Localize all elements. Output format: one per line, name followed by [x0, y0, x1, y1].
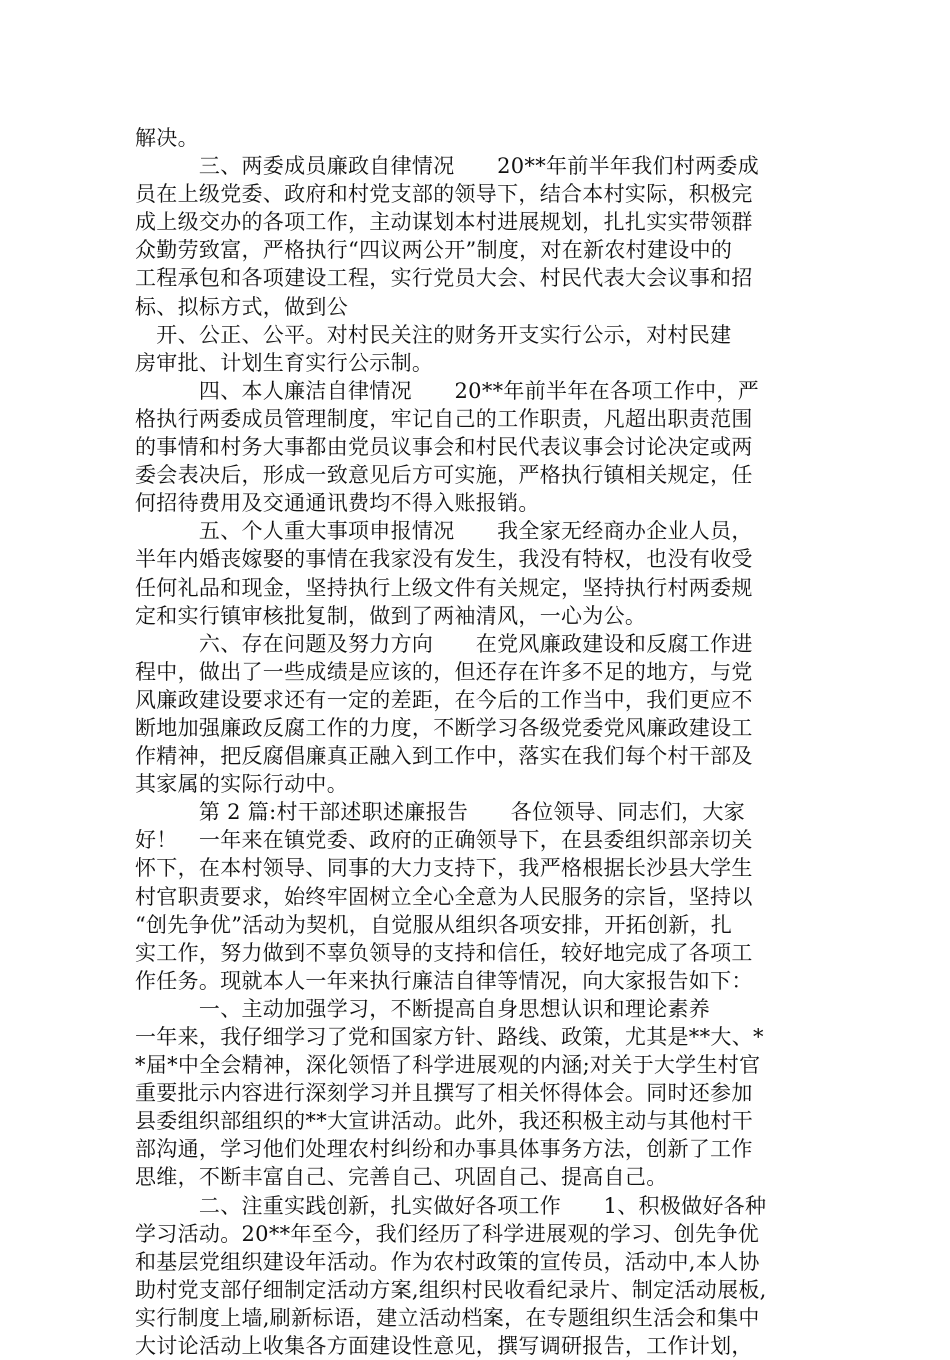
text-line: 工程承包和各项建设工程，实行党员大会、村民代表大会议事和招 [135, 266, 753, 291]
text-line: 房审批、计划生育实行公示制。 [135, 350, 434, 375]
text-line: 村官职责要求，始终牢固树立全心全意为人民服务的宗旨，坚持以 [135, 884, 753, 909]
text-line: 四、本人廉洁自律情况 20**年前半年在各项工作中，严 [135, 378, 760, 403]
text-line: 开、公正、公平。对村民关注的财务开支实行公示，对村民建 [135, 322, 732, 347]
text-line: 断地加强廉政反腐工作的力度，不断学习各级党委党风廉政建设工 [135, 715, 753, 740]
text-line: 的事情和村务大事都由党员议事会和村民代表议事会讨论决定或两 [135, 435, 753, 460]
text-line: 实工作，努力做到不辜负领导的支持和信任，较好地完成了各项工 [135, 940, 753, 965]
text-line: “创先争优”活动为契机，自觉服从组织各项安排，开拓创新，扎 [135, 912, 733, 937]
text-line: 五、个人重大事项申报情况 我全家无经商办企业人员， [135, 519, 753, 544]
text-line: 格执行两委成员管理制度，牢记自己的工作职责，凡超出职责范围 [135, 406, 753, 431]
text-line: 定和实行镇审核批复制，做到了两袖清风，一心为公。 [135, 603, 647, 628]
text-line: 作精神，把反腐倡廉真正融入到工作中，落实在我们每个村干部及 [135, 744, 753, 769]
text-line: 风廉政建设要求还有一定的差距，在今后的工作当中，我们更应不 [135, 687, 753, 712]
text-line: 一、主动加强学习，不断提高自身思想认识和理论素养 [135, 996, 711, 1021]
text-line: 第 2 篇:村干部述职述廉报告 各位领导、同志们，大家 [135, 800, 746, 825]
text-line: 好！ 一年来在镇党委、政府的正确领导下，在县委组织部亲切关 [135, 828, 753, 853]
text-line: 大讨论活动上收集各方面建设性意见，撰写调研报告，工作计划， [135, 1334, 753, 1359]
text-line: 一年来，我仔细学习了党和国家方针、路线、政策，尤其是**大、* [135, 1025, 764, 1049]
text-line: 委会表决后，形成一致意见后方可实施，严格执行镇相关规定，任 [135, 463, 753, 488]
text-line: 众勤劳致富，严格执行“四议两公开”制度，对在新农村建设中的 [135, 238, 733, 263]
text-line: 重要批示内容进行深刻学习并且撰写了相关怀得体会。同时还参加 [135, 1081, 753, 1106]
text-line: 解决。 [135, 126, 199, 150]
text-line: 学习活动。20**年至今，我们经历了科学进展观的学习、创先争优 [135, 1221, 760, 1246]
text-line: 作任务。现就本人一年来执行廉洁自律等情况，向大家报告如下： [135, 968, 753, 993]
text-line: 程中，做出了一些成绩是应该的，但还存在许多不足的地方，与党 [135, 659, 753, 684]
text-line: 实行制度上墙,刷新标语，建立活动档案，在专题组织生活会和集中 [135, 1305, 760, 1330]
text-line: *届*中全会精神，深化领悟了科学进展观的内涵;对关于大学生村官 [135, 1053, 761, 1078]
text-line: 标、拟标方式，做到公 [135, 294, 348, 319]
text-line: 半年内婚丧嫁娶的事情在我家没有发生，我没有特权，也没有收受 [135, 547, 753, 572]
text-line: 县委组织部组织的**大宣讲活动。此外，我还积极主动与其他村干 [135, 1109, 753, 1134]
text-line: 和基层党组织建设年活动。作为农村政策的宣传员，活动中,本人协 [135, 1249, 760, 1274]
text-line: 怀下，在本村领导、同事的大力支持下，我严格根据长沙县大学生 [135, 856, 753, 881]
text-line: 成上级交办的各项工作，主动谋划本村进展规划，扎扎实实带领群 [135, 210, 753, 235]
text-line: 三、两委成员廉政自律情况 20**年前半年我们村两委成 [135, 154, 760, 179]
text-line: 助村党支部仔细制定活动方案,组织村民收看纪录片、制定活动展板, [135, 1277, 767, 1302]
text-line: 何招待费用及交通通讯费均不得入账报销。 [135, 491, 540, 516]
text-line: 思维，不断丰富自己、完善自己、巩固自己、提高自己。 [135, 1165, 668, 1190]
text-line: 员在上级党委、政府和村党支部的领导下，结合本村实际，积极完 [135, 182, 753, 207]
text-line: 任何礼品和现金，坚持执行上级文件有关规定，坚持执行村两委规 [135, 575, 753, 600]
document-body-text [135, 124, 825, 1360]
text-line: 部沟通，学习他们处理农村纠纷和办事具体事务方法，创新了工作 [135, 1137, 753, 1162]
text-line: 二、注重实践创新，扎实做好各项工作 1、积极做好各种 [135, 1193, 767, 1218]
text-line: 六、存在问题及努力方向 在党风廉政建设和反腐工作进 [135, 631, 753, 656]
text-line: 其家属的实际行动中。 [135, 772, 348, 797]
